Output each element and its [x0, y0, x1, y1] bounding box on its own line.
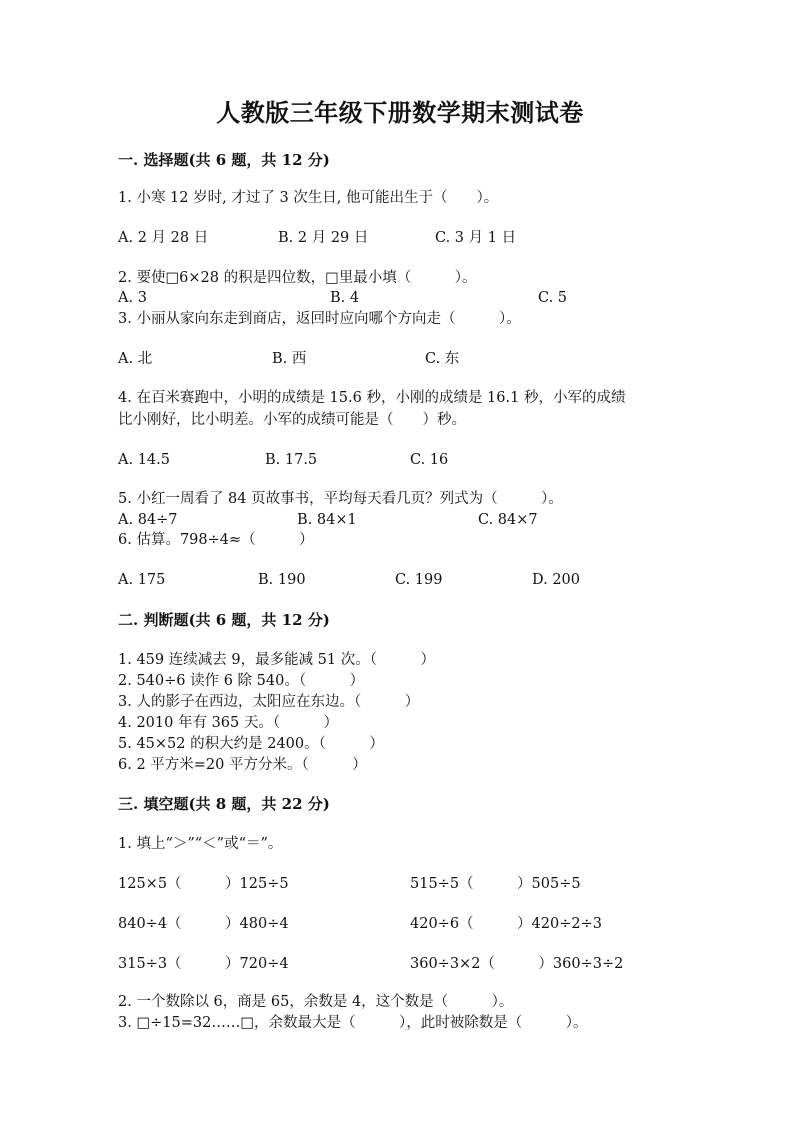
- question-stem: 4. 在百米赛跑中，小明的成绩是 15.6 秒，小刚的成绩是 16.1 秒，小军的成绩: [118, 390, 626, 406]
- option: B. 西: [272, 351, 307, 367]
- option: C. 5: [538, 290, 568, 306]
- option: A. 2 月 28 日: [118, 230, 209, 246]
- option: B. 2 月 29 日: [278, 230, 369, 246]
- option: C. 84×7: [478, 512, 538, 528]
- compare-item: 840÷4（ ）480÷4: [118, 916, 289, 932]
- option: C. 16: [410, 452, 449, 468]
- option: C. 3 月 1 日: [435, 230, 517, 246]
- option: B. 17.5: [265, 452, 318, 468]
- judge-item: 2. 540÷6 读作 6 除 540。（ ）: [118, 673, 365, 689]
- option: D. 200: [532, 572, 581, 588]
- compare-item: 360÷3×2（ ）360÷3÷2: [410, 956, 624, 972]
- compare-item: 125×5（ ）125÷5: [118, 876, 289, 892]
- option: A. 14.5: [118, 452, 170, 468]
- option: B. 84×1: [297, 512, 357, 528]
- section-heading-judge: 二. 判断题(共 6 题，共 12 分): [118, 611, 330, 629]
- judge-item: 1. 459 连续减去 9，最多能减 51 次。（ ）: [118, 652, 435, 668]
- option: B. 190: [258, 572, 306, 588]
- question-stem-continued: 比小刚好，比小明差。小军的成绩可能是（ ）秒。: [118, 412, 466, 428]
- question-stem: 1. 填上“＞”“＜”或“＝”。: [118, 836, 283, 852]
- section-heading-choice: 一. 选择题(共 6 题，共 12 分): [118, 151, 330, 169]
- judge-item: 3. 人的影子在西边，太阳应在东边。（ ）: [118, 694, 420, 710]
- compare-item: 420÷6（ ）420÷2÷3: [410, 916, 602, 932]
- option: C. 东: [425, 351, 460, 367]
- question-stem: 6. 估算。798÷4≈（ ）: [118, 532, 314, 548]
- question-stem: 2. 要使□6×28 的积是四位数，□里最小填（ ）。: [118, 270, 477, 286]
- compare-item: 315÷3（ ）720÷4: [118, 956, 289, 972]
- section-heading-fill: 三. 填空题(共 8 题，共 22 分): [118, 795, 330, 813]
- question-stem: 1. 小寒 12 岁时, 才过了 3 次生日, 他可能出生于（ ）。: [118, 190, 499, 206]
- question-stem: 5. 小红一周看了 84 页故事书，平均每天看几页？列式为（ ）。: [118, 491, 563, 507]
- option: A. 北: [118, 351, 153, 367]
- option: C. 199: [395, 572, 443, 588]
- option: A. 84÷7: [118, 512, 178, 528]
- question-stem: 3. □÷15=32……□，余数最大是（ ），此时被除数是（ ）。: [118, 1015, 588, 1031]
- judge-item: 5. 45×52 的积大约是 2400。（ ）: [118, 736, 384, 752]
- option: A. 3: [118, 290, 147, 306]
- question-stem: 2. 一个数除以 6，商是 65，余数是 4，这个数是（ ）。: [118, 994, 514, 1010]
- option: B. 4: [330, 290, 360, 306]
- question-stem: 3. 小丽从家向东走到商店，返回时应向哪个方向走（ ）。: [118, 311, 521, 327]
- option: A. 175: [118, 572, 166, 588]
- judge-item: 6. 2 平方米=20 平方分米。（ ）: [118, 757, 367, 773]
- page-title: 人教版三年级下册数学期末测试卷: [216, 98, 584, 127]
- judge-item: 4. 2010 年有 365 天。（ ）: [118, 715, 339, 731]
- compare-item: 515÷5（ ）505÷5: [410, 876, 581, 892]
